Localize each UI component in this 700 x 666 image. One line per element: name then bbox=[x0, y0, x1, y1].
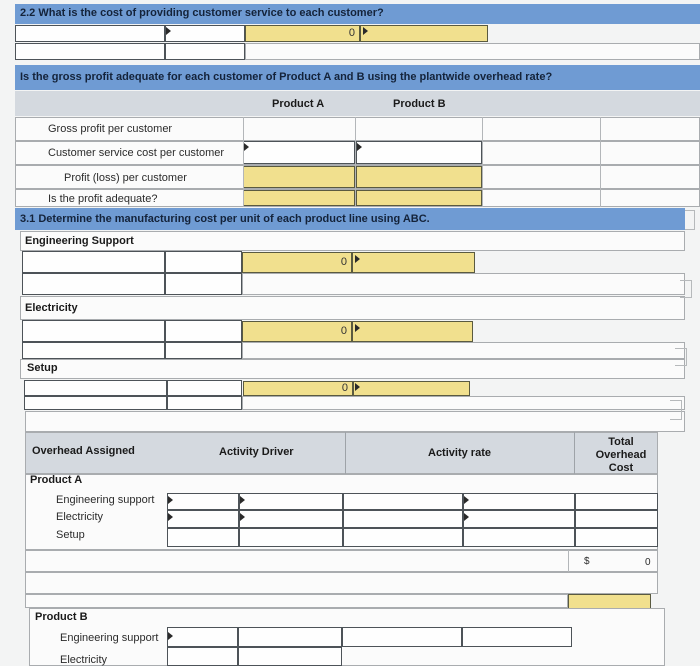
dropdown-marker-icon bbox=[244, 143, 249, 151]
a-elec-total-input[interactable] bbox=[575, 510, 658, 528]
gp-question: Is the gross profit adequate for each customer of Product A and B using the plantwide overhead rate? bbox=[20, 71, 553, 83]
elec-blank bbox=[242, 342, 685, 359]
gp-label-service-cost: Customer service cost per customer bbox=[48, 147, 225, 159]
dropdown-marker-icon bbox=[464, 513, 469, 521]
elec-input-3[interactable] bbox=[22, 342, 165, 359]
spacer-row-2 bbox=[25, 594, 568, 608]
b-elec-driver-input[interactable] bbox=[238, 647, 342, 666]
a-eng-driver-input[interactable] bbox=[239, 493, 343, 510]
setup-blank bbox=[242, 396, 685, 410]
setup-label: Setup bbox=[27, 362, 58, 374]
a-setup-driver-input[interactable] bbox=[239, 528, 343, 547]
a-setup-total-input[interactable] bbox=[575, 528, 658, 547]
gp-label-profit-loss: Profit (loss) per customer bbox=[64, 172, 187, 184]
q22-result-cell[interactable] bbox=[360, 25, 488, 42]
elec-label: Electricity bbox=[25, 302, 78, 314]
elec-input-1[interactable] bbox=[22, 320, 165, 342]
spacer-row bbox=[25, 411, 685, 432]
right-scroll-marker bbox=[685, 210, 695, 230]
gp-label-gross-profit: Gross profit per customer bbox=[48, 123, 173, 135]
gp-col-product-a: Product A bbox=[272, 98, 325, 110]
total-sep bbox=[568, 550, 569, 572]
product-a-blank-row bbox=[25, 572, 658, 594]
dropdown-marker-icon bbox=[357, 143, 362, 151]
a-elec-driver-input[interactable] bbox=[239, 510, 343, 528]
product-b-item-engineering: Engineering support bbox=[60, 632, 159, 644]
gp-sep-4 bbox=[600, 117, 601, 207]
a-eng-qty-input[interactable] bbox=[343, 493, 463, 510]
product-a-total-value: 0 bbox=[645, 557, 651, 568]
eng-input-1[interactable] bbox=[22, 251, 165, 273]
setup-row bbox=[20, 359, 685, 379]
product-a-item-engineering: Engineering support bbox=[56, 494, 155, 506]
b-eng-driver-input[interactable] bbox=[238, 627, 342, 647]
a-elec-rate-input[interactable] bbox=[463, 510, 575, 528]
b-elec-amount-input[interactable] bbox=[167, 647, 238, 666]
a-setup-amount-input[interactable] bbox=[167, 528, 239, 547]
setup-result[interactable] bbox=[353, 381, 470, 396]
a-setup-qty-input[interactable] bbox=[343, 528, 463, 547]
q22-amount-input[interactable] bbox=[165, 25, 245, 42]
dropdown-marker-icon bbox=[355, 324, 360, 332]
dropdown-marker-icon bbox=[240, 513, 245, 521]
b-eng-qty-input[interactable] bbox=[342, 627, 462, 647]
elec-input-2[interactable] bbox=[165, 320, 242, 342]
elec-value[interactable]: 0 bbox=[242, 321, 352, 342]
gp-label-adequate: Is the profit adequate? bbox=[48, 193, 158, 205]
a-setup-rate-input[interactable] bbox=[463, 528, 575, 547]
overhead-col-rate: Activity rate bbox=[428, 447, 491, 459]
setup-input-1[interactable] bbox=[24, 380, 167, 396]
dropdown-marker-icon bbox=[168, 513, 173, 521]
overhead-col-driver: Activity Driver bbox=[219, 446, 294, 458]
a-elec-amount-input[interactable] bbox=[167, 510, 239, 528]
a-eng-amount-input[interactable] bbox=[167, 493, 239, 510]
overhead-sep-1 bbox=[345, 432, 346, 474]
q31-title: 3.1 Determine the manufacturing cost per unit of each product line using ABC. bbox=[20, 213, 430, 225]
q22-cost-value[interactable]: 0 bbox=[245, 25, 360, 42]
eng-input-2[interactable] bbox=[165, 251, 242, 273]
overhead-col-assigned: Overhead Assigned bbox=[32, 445, 135, 457]
dropdown-marker-icon bbox=[464, 496, 469, 504]
dropdown-marker-icon bbox=[166, 27, 171, 35]
b-eng-rate-input[interactable] bbox=[462, 627, 572, 647]
gp-sep-3 bbox=[482, 117, 483, 207]
right-scroll-marker bbox=[680, 280, 692, 298]
a-eng-rate-input[interactable] bbox=[463, 493, 575, 510]
product-a-item-setup: Setup bbox=[56, 529, 85, 541]
gp-service-cost-b-input[interactable] bbox=[356, 141, 482, 164]
gp-col-product-b: Product B bbox=[393, 98, 446, 110]
q22-amount-input-2[interactable] bbox=[165, 43, 245, 60]
eng-input-3[interactable] bbox=[22, 273, 165, 295]
eng-input-4[interactable] bbox=[165, 273, 242, 295]
gp-profit-a-cell[interactable] bbox=[243, 166, 355, 188]
product-b-label: Product B bbox=[35, 611, 88, 623]
eng-value[interactable]: 0 bbox=[242, 252, 352, 273]
overhead-sep-2 bbox=[574, 432, 575, 474]
gp-profit-b-cell[interactable] bbox=[356, 166, 482, 188]
dropdown-marker-icon bbox=[363, 27, 368, 35]
right-scroll-marker bbox=[675, 348, 687, 366]
eng-label: Engineering Support bbox=[25, 235, 134, 247]
a-eng-total-input[interactable] bbox=[575, 493, 658, 510]
gp-adequate-b-select[interactable] bbox=[356, 190, 482, 206]
eng-result[interactable] bbox=[352, 252, 475, 273]
overhead-col-total: Total Overhead Cost bbox=[595, 436, 647, 474]
elec-result[interactable] bbox=[352, 321, 473, 342]
product-a-total-row bbox=[25, 550, 658, 572]
q22-blank-cell bbox=[245, 43, 700, 60]
dropdown-marker-icon bbox=[168, 496, 173, 504]
setup-input-3[interactable] bbox=[24, 396, 167, 410]
b-eng-amount-input[interactable] bbox=[167, 627, 238, 647]
product-a-item-electricity: Electricity bbox=[56, 511, 104, 523]
gp-adequate-a-select[interactable] bbox=[243, 190, 355, 206]
gp-sep-2 bbox=[355, 117, 356, 207]
dropdown-marker-icon bbox=[240, 496, 245, 504]
right-scroll-marker bbox=[670, 400, 682, 420]
setup-input-4[interactable] bbox=[167, 396, 242, 410]
setup-input-2[interactable] bbox=[167, 380, 242, 396]
a-elec-qty-input[interactable] bbox=[343, 510, 463, 528]
q22-name-input[interactable] bbox=[15, 25, 165, 42]
eng-blank bbox=[242, 273, 685, 295]
currency-symbol: $ bbox=[584, 556, 590, 567]
q22-title: 2.2 What is the cost of providing customer service to each customer? bbox=[20, 7, 384, 19]
setup-value[interactable]: 0 bbox=[243, 381, 353, 396]
product-b-item-electricity: Electricity bbox=[60, 654, 108, 666]
dropdown-marker-icon bbox=[355, 255, 360, 263]
elec-input-4[interactable] bbox=[165, 342, 242, 359]
q22-name-input-2[interactable] bbox=[15, 43, 165, 60]
product-a-label: Product A bbox=[30, 474, 83, 486]
dropdown-marker-icon bbox=[355, 383, 360, 391]
elec-row bbox=[20, 296, 685, 320]
dropdown-marker-icon bbox=[168, 632, 173, 640]
gp-column-header bbox=[15, 91, 700, 116]
gp-sep-1 bbox=[243, 117, 244, 207]
gp-service-cost-a-input[interactable] bbox=[243, 141, 355, 164]
